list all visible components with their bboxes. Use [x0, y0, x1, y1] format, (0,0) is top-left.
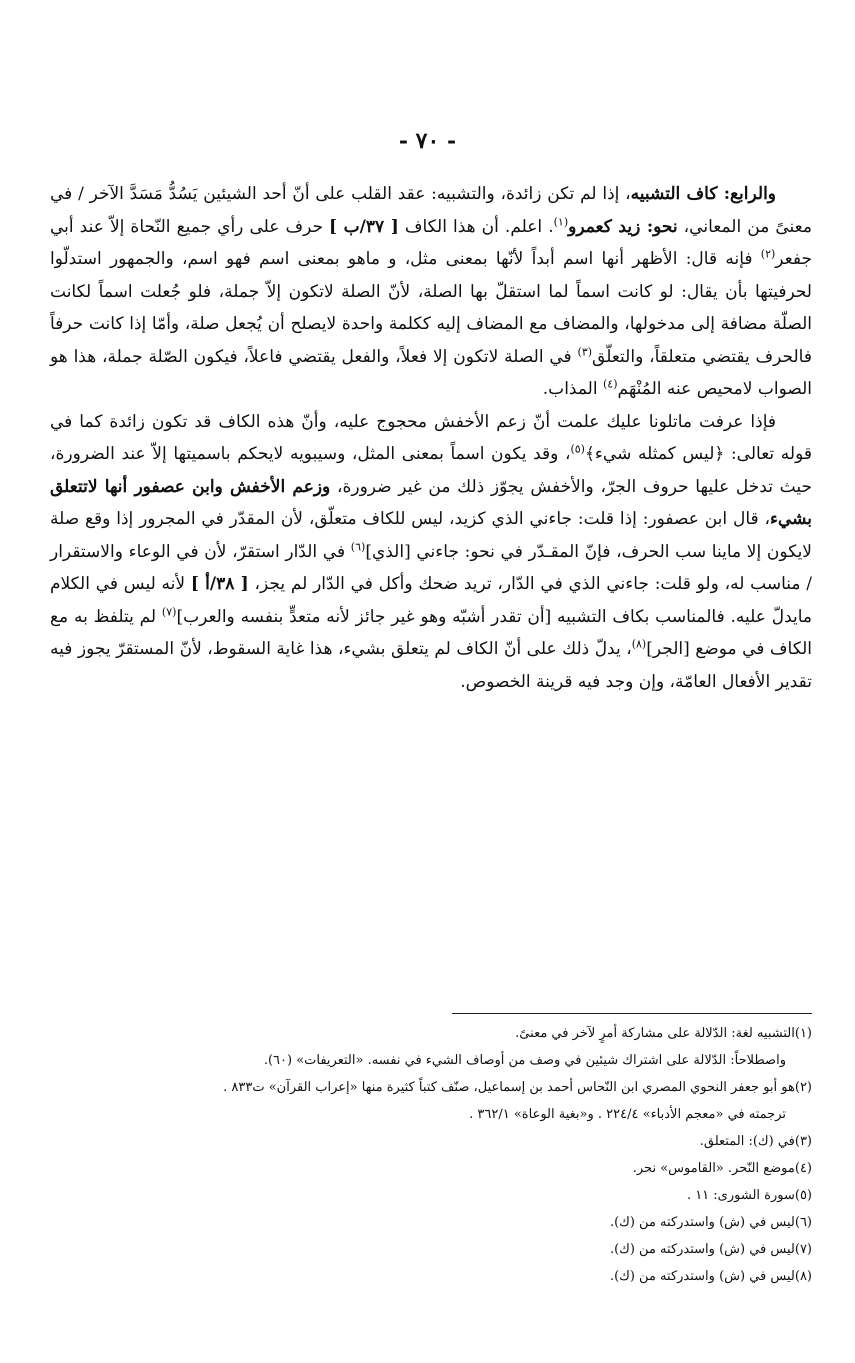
bold-text: كاف التشبيه: [630, 184, 718, 204]
text-run: ، قال ابن عصفور: إذا قلت: جاءني الذي كزيد، ليس للكاف متعلّق، لأن المقدّر في المجرور إذا وقع صلة لايكون إلا ماينا سب الحرف، فإنّ المقـدّر في نحو: جاءني [الذي]: [50, 509, 812, 562]
footnote-divider: [452, 1013, 812, 1014]
bold-text: نحو: زيد كعمرو: [568, 216, 678, 237]
footnote-ref: (٣): [577, 344, 593, 358]
footnote: (٢)هو أبو جعفر النحوي المصري ابن النّحاس أحمد بن إسماعيل، صنّف كتباً كثيرة منها «إعراب القرآن» ت٨٣٣ .: [223, 1080, 812, 1095]
text-run: المذاب.: [542, 379, 603, 399]
bold-text: [ ٣٧/ب ]: [329, 216, 399, 237]
paragraph: [50, 178, 812, 406]
text-run: ، يدلّ ذلك على أنّ الكاف لم يتعلق بشيء، هذا غاية السقوط، لأنّ المستقرّ يجوز فيه تقدير الأفعال العامّة، وإن وجد فيه قرينة الخصوص.: [50, 639, 812, 692]
paragraph: [50, 406, 812, 699]
text-run: لأنه ليس في الكلام مايدلّ عليه. فالمناسب بكاف التشبيه [أن تقدر أشبّه وهو غير جائز لأنه متعدٍّ بنفسه والعرب]: [50, 574, 813, 627]
footnote: (٣)في (ك): المتعلق.: [699, 1134, 812, 1149]
bold-text: [ ٣٨/أ ]: [190, 574, 249, 594]
bold-text: والرابع:: [717, 184, 777, 204]
bold-text: وزعم الأخفش وابن عصفور أنها لاتتعلق بشيء: [50, 476, 812, 529]
text-run: . اعلم. أن هذا الكاف: [398, 216, 554, 237]
footnote-ref: (٧): [161, 604, 177, 618]
footnote-ref: (٢): [760, 247, 776, 261]
footnote: (٥)سورة الشورى: ١١ .: [686, 1188, 812, 1203]
footnote-continuation: ترجمته في «معجم الأدباء» ٢٢٤/٤ . و«بغية الوعاة» ٣٦٢/١ .: [469, 1107, 786, 1122]
text-run: حرف على رأي جميع النّحاة إلاّ عند أبي جفعر: [50, 216, 812, 269]
text-run: في الصلة لاتكون إلا فعلاً، والفعل يقتضي فاعلاً، فيكون الصّلة جملة، هذا هو الصواب لامحيص عنه المُنْهَم: [50, 346, 812, 399]
text-run: ، وقد يكون اسماً بمعنى المثل، وسيبويه لايحكم باسميتها إلاّ عند الضرورة، حيث تدخل عليها حروف الجرّ، والأخفش يجوّز ذلك من غير ضرورة،: [50, 444, 812, 497]
main-text: [50, 178, 812, 698]
footnote-ref: (١): [553, 214, 569, 228]
footnote-ref: (٨): [631, 637, 647, 651]
page-number: - ٧٠ -: [398, 128, 457, 154]
footnote: (٦)ليس في (ش) واستدركته من (ك).: [609, 1215, 812, 1230]
footnote: (١)التشبيه لغة: الدّلالة على مشاركة أمرٍ لآخر في معنىً.: [515, 1026, 812, 1041]
text-run: ، إذا لم تكن زائدة، والتشبيه: عقد القلب على أنّ أحد الشيئين يَسُدُّ مَسَدَّ الآخر / في معنىً من المعاني،: [50, 184, 812, 237]
text-run: في الدّار استقرّ، لأن في الوعاء والاستقرار / مناسب له، ولو قلت: جاءني الذي في الدّار، تريد ضحك وأكل في الدّار لم يجز،: [50, 541, 812, 594]
text-run: فإنه قال: الأظهر أنها اسم أبداً لأنّها بمعنى مثل، و ماهو بمعنى اسم فهو اسم، والجمهور استدلّوا لحرفيتها بأن يقال: لو كانت اسماً لما استقلّ بها الصلة، لأنّ الصلة لاتكون إلاّ جملة، فلو جُعلت اسماً لكانت الصلّة مضافة إلى مدخولها، والمضاف مع المضاف إليه ككلمة واحدة لايصلح أن يُجعل صلة، وأمّا إذا كانت حرفاً فالحرف يقتضي متعلقاً، والتعلّق: [50, 249, 812, 367]
footnote-ref: (٥): [570, 442, 585, 456]
text-run: لم يتلفظ به مع الكاف في موضع [الجر]: [50, 606, 813, 659]
footnote-ref: (٦): [350, 539, 366, 553]
footnote-continuation: واصطلاحاً: الدّلالة على اشتراك شيئين في وصف من أوصاف الشيء في نفسه. «التعريفات» (٦٠).: [263, 1053, 786, 1068]
text-run: فإذا عرفت ماتلونا عليك علمت أنّ زعم الأخفش محجوج عليه، وأنّ هذه الكاف قد تكون زائدة كما في قوله تعالى: ﴿ليس كمثله شيء﴾: [50, 411, 812, 464]
footnotes: [120, 1020, 812, 1290]
footnote: (٤)موضع النّحر. «القاموس» نحر.: [632, 1161, 812, 1176]
footnote-ref: (٤): [602, 377, 618, 391]
footnote: (٧)ليس في (ش) واستدركته من (ك).: [609, 1242, 812, 1257]
footnote: (٨)ليس في (ش) واستدركته من (ك).: [609, 1269, 812, 1284]
